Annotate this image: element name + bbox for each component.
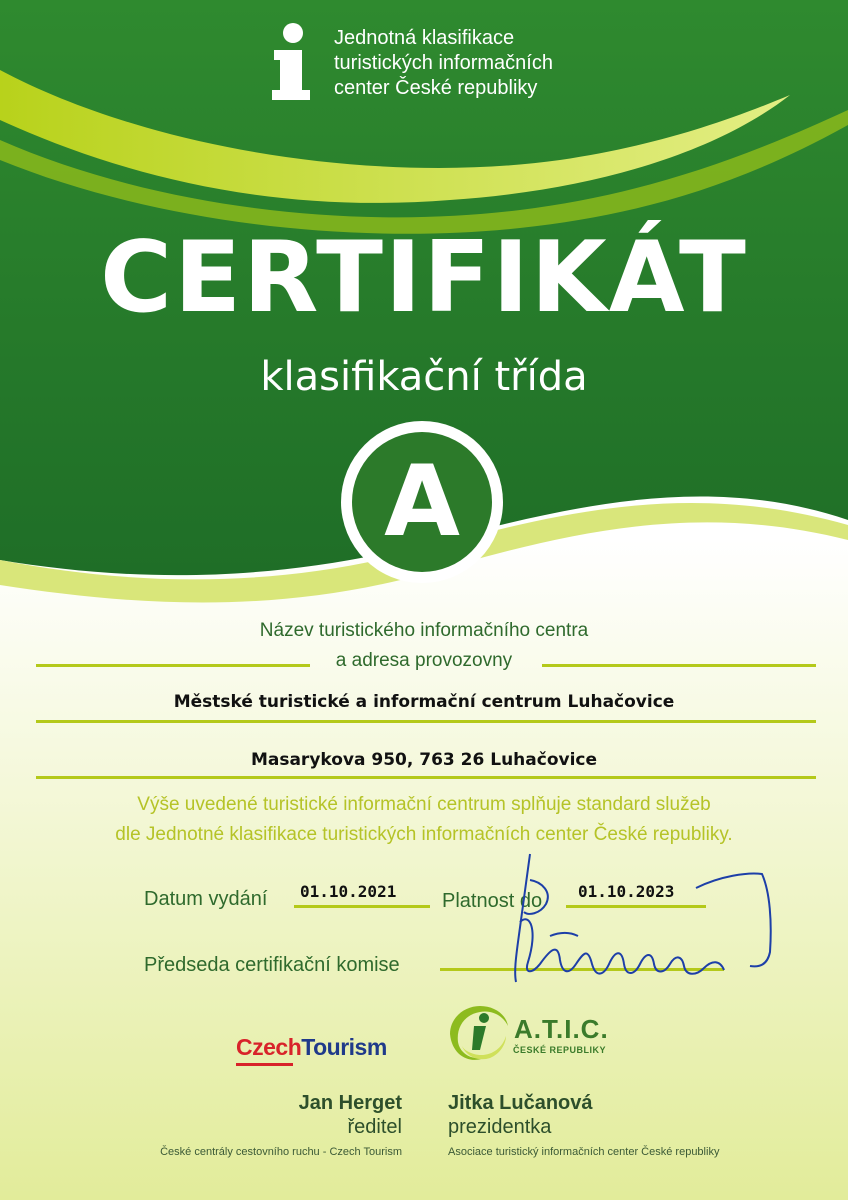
issued-date-line — [294, 905, 430, 908]
logo-tourism-text: Tourism — [301, 1034, 387, 1060]
certificate-title: CERTIFIKÁT — [100, 221, 748, 335]
center-name-label: Název turistického informačního centra — [259, 620, 589, 641]
center-name-value: Městské turistické a informační centrum Luhačovice — [173, 692, 675, 712]
header-line-1: Jednotná klasifikace — [334, 27, 515, 49]
atic-logo-title: A.T.I.C. — [514, 1014, 609, 1044]
czechtourism-logo — [236, 1034, 387, 1061]
logo-czech-text: Czech — [236, 1034, 302, 1060]
czechtourism-underline — [236, 1063, 293, 1066]
header-line-3: center České republiky — [334, 77, 538, 99]
divider-line — [542, 664, 816, 667]
info-i-icon — [266, 22, 318, 102]
classification-system-title — [334, 26, 553, 101]
statement-line-1: Výše uvedené turistické informační centrum splňuje standard služeb — [137, 794, 711, 815]
class-badge — [341, 421, 503, 583]
signatory-right-org: Asociace turistický informačních center České republiky — [448, 1146, 720, 1158]
signatory-right-role: prezidentka — [448, 1116, 552, 1138]
divider-line — [36, 776, 816, 779]
issued-date-value: 01.10.2021 — [300, 882, 397, 901]
center-address-label: a adresa provozovny — [335, 650, 513, 671]
signatory-left-name: Jan Herget — [298, 1092, 402, 1114]
certificate-subtitle: klasifikační třída — [260, 354, 588, 400]
valid-until-label: Platnost do — [442, 890, 543, 912]
valid-until-value: 01.10.2023 — [578, 882, 675, 901]
divider-line — [36, 720, 816, 723]
atic-logo-subtitle: ČESKÉ REPUBLIKY — [513, 1045, 607, 1055]
atic-logo-icon — [444, 1000, 510, 1064]
committee-chair-label: Předseda certifikační komise — [144, 954, 400, 976]
class-letter: A — [352, 432, 492, 572]
signatory-right-name: Jitka Lučanová — [448, 1092, 593, 1114]
center-address-value: Masarykova 950, 763 26 Luhačovice — [250, 750, 598, 770]
issued-date-label: Datum vydání — [144, 888, 268, 910]
signatory-left-role: ředitel — [347, 1116, 402, 1138]
signatory-left-org: České centrály cestovního ruchu - Czech Tourism — [160, 1146, 402, 1158]
handwritten-signature — [500, 852, 790, 1002]
statement-line-2: dle Jednotné klasifikace turistických informačních center České republiky. — [115, 824, 733, 845]
header-line-2: turistických informačních — [334, 52, 553, 74]
